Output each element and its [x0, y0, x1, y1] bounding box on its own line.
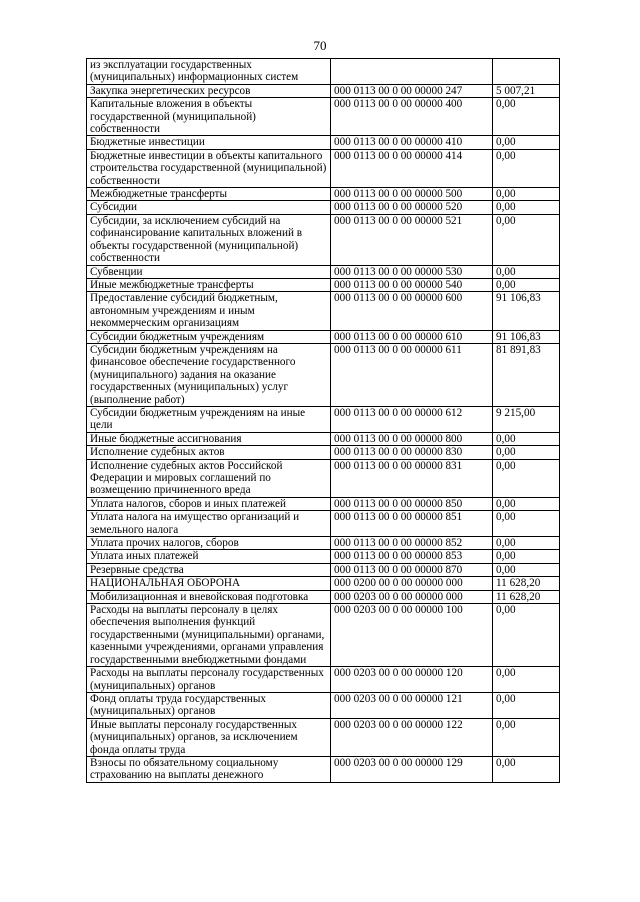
expense-name-cell: Мобилизационная и вневойсковая подготовка: [87, 590, 331, 603]
table-row: [87, 446, 560, 459]
budget-code-cell: 000 0200 00 0 00 00000 000: [331, 577, 493, 590]
expense-name-cell: Исполнение судебных актов: [87, 446, 331, 459]
amount-cell: 0,00: [493, 446, 560, 459]
budget-code-cell: 000 0113 00 0 00 00000 247: [331, 84, 493, 97]
amount-cell: 5 007,21: [493, 84, 560, 97]
amount-cell: 0,00: [493, 718, 560, 756]
expense-name-cell: Закупка энергетических ресурсов: [87, 84, 331, 97]
amount-cell: [493, 59, 560, 85]
budget-code-cell: 000 0113 00 0 00 00000 410: [331, 136, 493, 149]
budget-code-cell: 000 0113 00 0 00 00000 870: [331, 563, 493, 576]
amount-cell: 0,00: [493, 188, 560, 201]
budget-code-cell: 000 0113 00 0 00 00000 830: [331, 446, 493, 459]
table-row: [87, 292, 560, 330]
amount-cell: 9 215,00: [493, 406, 560, 432]
amount-cell: 0,00: [493, 214, 560, 265]
expense-name-cell: Бюджетные инвестиции: [87, 136, 331, 149]
amount-cell: 0,00: [493, 756, 560, 782]
table-row: [87, 577, 560, 590]
budget-code-cell: 000 0113 00 0 00 00000 610: [331, 330, 493, 343]
expense-name-cell: Расходы на выплаты персоналу в целях обеспечения выполнения функций государственными (муниципальными) органами, казенными учреждениями, органами управления государственными внебюджетными фондами: [87, 604, 331, 667]
expense-name-cell: Исполнение судебных актов Российской Федерации и мировых соглашений по возмещению причиненного вреда: [87, 459, 331, 497]
budget-code-cell: 000 0113 00 0 00 00000 540: [331, 278, 493, 291]
table-row: [87, 497, 560, 510]
amount-cell: 81 891,83: [493, 343, 560, 406]
table-row: [87, 590, 560, 603]
budget-code-cell: 000 0113 00 0 00 00000 800: [331, 432, 493, 445]
table-row: [87, 343, 560, 406]
table-row: [87, 278, 560, 291]
amount-cell: 0,00: [493, 432, 560, 445]
table-row: [87, 136, 560, 149]
budget-code-cell: 000 0113 00 0 00 00000 611: [331, 343, 493, 406]
amount-cell: 0,00: [493, 201, 560, 214]
expense-name-cell: Расходы на выплаты персоналу государственных (муниципальных) органов: [87, 667, 331, 693]
budget-code-cell: 000 0203 00 0 00 00000 100: [331, 604, 493, 667]
amount-cell: 0,00: [493, 604, 560, 667]
budget-code-cell: 000 0113 00 0 00 00000 612: [331, 406, 493, 432]
expense-name-cell: Капитальные вложения в объекты государственной (муниципальной) собственности: [87, 98, 331, 136]
table-row: [87, 98, 560, 136]
table-row: [87, 604, 560, 667]
expense-name-cell: Иные выплаты персоналу государственных (муниципальных) органов, за исключением фонда оплаты труда: [87, 718, 331, 756]
expense-name-cell: Фонд оплаты труда государственных (муниципальных) органов: [87, 692, 331, 718]
budget-table: [86, 58, 560, 783]
budget-code-cell: 000 0113 00 0 00 00000 600: [331, 292, 493, 330]
expense-name-cell: Взносы по обязательному социальному страхованию на выплаты денежного: [87, 756, 331, 782]
expense-name-cell: Субвенции: [87, 265, 331, 278]
expense-name-cell: Уплата иных платежей: [87, 550, 331, 563]
amount-cell: 0,00: [493, 563, 560, 576]
page-number: 70: [313, 38, 327, 53]
budget-code-cell: 000 0113 00 0 00 00000 851: [331, 511, 493, 537]
amount-cell: 0,00: [493, 550, 560, 563]
table-row: [87, 214, 560, 265]
expense-name-cell: из эксплуатации государственных (муниципальных) информационных систем: [87, 59, 331, 85]
expense-name-cell: Уплата налога на имущество организаций и земельного налога: [87, 511, 331, 537]
budget-code-cell: 000 0113 00 0 00 00000 850: [331, 497, 493, 510]
budget-code-cell: 000 0113 00 0 00 00000 500: [331, 188, 493, 201]
budget-code-cell: 000 0203 00 0 00 00000 121: [331, 692, 493, 718]
table-row: [87, 756, 560, 782]
amount-cell: 0,00: [493, 511, 560, 537]
amount-cell: 0,00: [493, 278, 560, 291]
budget-code-cell: 000 0113 00 0 00 00000 831: [331, 459, 493, 497]
table-row: [87, 330, 560, 343]
table-row: [87, 432, 560, 445]
table-row: [87, 459, 560, 497]
expense-name-cell: Резервные средства: [87, 563, 331, 576]
amount-cell: 0,00: [493, 537, 560, 550]
expense-name-cell: Иные межбюджетные трансферты: [87, 278, 331, 291]
expense-name-cell: Предоставление субсидий бюджетным, автономным учреждениям и иным некоммерческим организациям: [87, 292, 331, 330]
budget-code-cell: 000 0113 00 0 00 00000 853: [331, 550, 493, 563]
budget-code-cell: 000 0113 00 0 00 00000 520: [331, 201, 493, 214]
amount-cell: 0,00: [493, 667, 560, 693]
table-row: [87, 84, 560, 97]
amount-cell: 91 106,83: [493, 292, 560, 330]
budget-code-cell: 000 0113 00 0 00 00000 530: [331, 265, 493, 278]
amount-cell: 11 628,20: [493, 577, 560, 590]
expense-name-cell: Бюджетные инвестиции в объекты капитального строительства государственной (муниципальной) собственности: [87, 149, 331, 187]
expense-name-cell: НАЦИОНАЛЬНАЯ ОБОРОНА: [87, 577, 331, 590]
budget-table-body: [87, 59, 560, 783]
table-row: [87, 406, 560, 432]
table-row: [87, 718, 560, 756]
table-row: [87, 59, 560, 85]
expense-name-cell: Уплата налогов, сборов и иных платежей: [87, 497, 331, 510]
amount-cell: 0,00: [493, 98, 560, 136]
budget-code-cell: 000 0203 00 0 00 00000 120: [331, 667, 493, 693]
amount-cell: 0,00: [493, 497, 560, 510]
budget-code-cell: 000 0203 00 0 00 00000 129: [331, 756, 493, 782]
amount-cell: 0,00: [493, 265, 560, 278]
amount-cell: 91 106,83: [493, 330, 560, 343]
amount-cell: 0,00: [493, 149, 560, 187]
amount-cell: 0,00: [493, 136, 560, 149]
amount-cell: 0,00: [493, 459, 560, 497]
budget-code-cell: 000 0203 00 0 00 00000 122: [331, 718, 493, 756]
table-row: [87, 511, 560, 537]
amount-cell: 11 628,20: [493, 590, 560, 603]
table-row: [87, 201, 560, 214]
table-row: [87, 537, 560, 550]
expense-name-cell: Субсидии бюджетным учреждениям на финансовое обеспечение государственного (муниципального) задания на оказание государственных (муниципальных) услуг (выполнение работ): [87, 343, 331, 406]
table-row: [87, 667, 560, 693]
table-row: [87, 149, 560, 187]
budget-code-cell: 000 0113 00 0 00 00000 400: [331, 98, 493, 136]
table-row: [87, 265, 560, 278]
budget-code-cell: 000 0113 00 0 00 00000 414: [331, 149, 493, 187]
budget-code-cell: 000 0203 00 0 00 00000 000: [331, 590, 493, 603]
budget-code-cell: [331, 59, 493, 85]
budget-code-cell: 000 0113 00 0 00 00000 521: [331, 214, 493, 265]
budget-code-cell: 000 0113 00 0 00 00000 852: [331, 537, 493, 550]
table-row: [87, 692, 560, 718]
amount-cell: 0,00: [493, 692, 560, 718]
expense-name-cell: Субсидии, за исключением субсидий на софинансирование капитальных вложений в объекты государственной (муниципальной) собственности: [87, 214, 331, 265]
expense-name-cell: Субсидии бюджетным учреждениям: [87, 330, 331, 343]
expense-name-cell: Межбюджетные трансферты: [87, 188, 331, 201]
expense-name-cell: Субсидии бюджетным учреждениям на иные цели: [87, 406, 331, 432]
expense-name-cell: Уплата прочих налогов, сборов: [87, 537, 331, 550]
expense-name-cell: Иные бюджетные ассигнования: [87, 432, 331, 445]
table-row: [87, 550, 560, 563]
expense-name-cell: Субсидии: [87, 201, 331, 214]
table-row: [87, 563, 560, 576]
table-row: [87, 188, 560, 201]
